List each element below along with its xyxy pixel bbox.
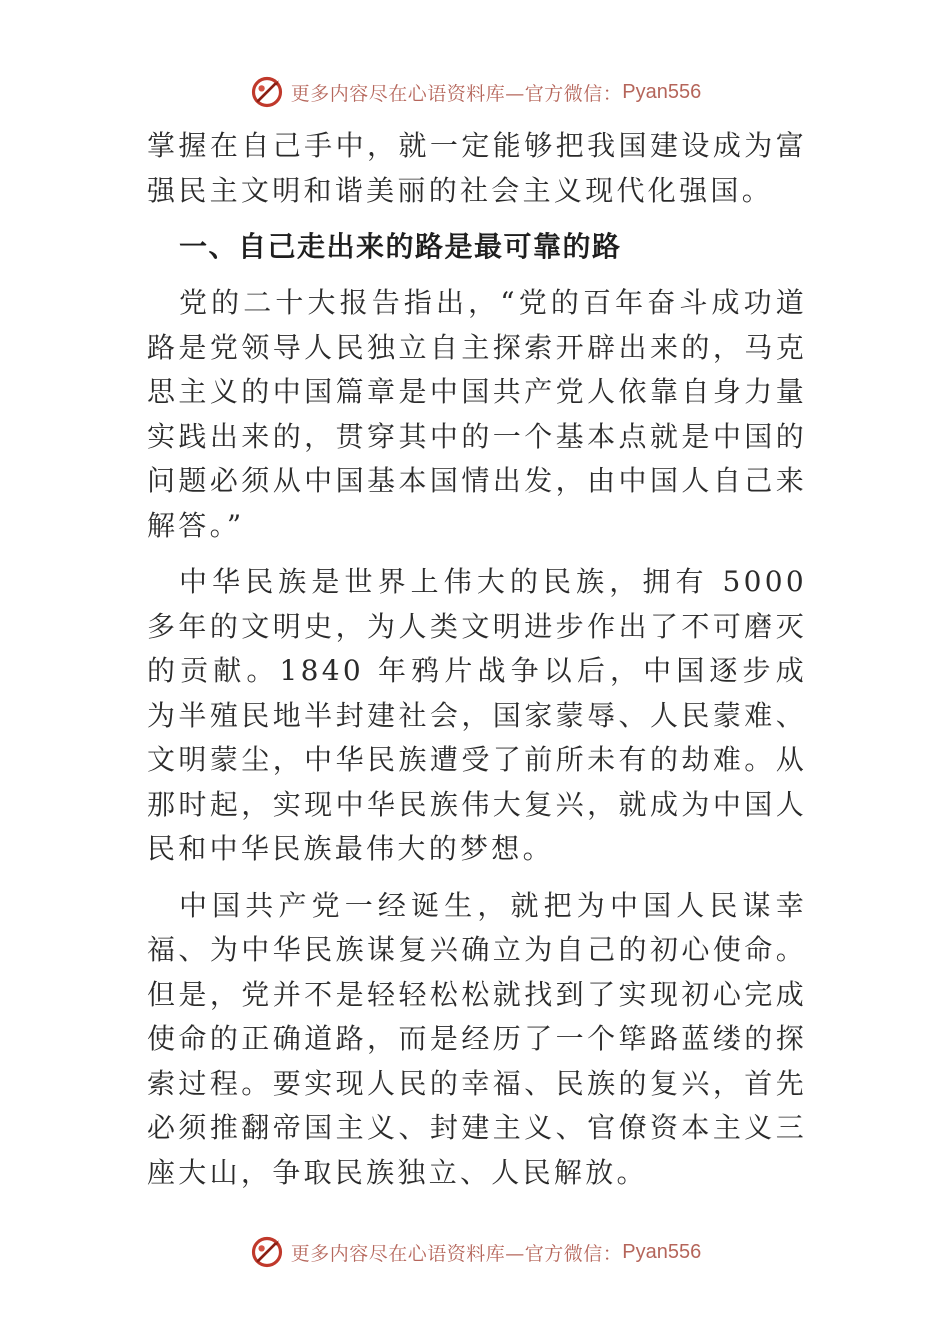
watermark-title: 更多内容尽在心语资料库—官方微信： xyxy=(290,1242,623,1265)
watermark-handle: Pyan556 xyxy=(622,80,702,103)
paragraph: 党的二十大报告指出，“党的百年奋斗成功道路是党领导人民独立自主探索开辟出来的，马克思主义的中国篇章是中国共产党人依靠自身力量实践出来的，贯穿其中的一个基本点就是中国的问题必须从中国基本国情出发，由中国人自己来解答。” xyxy=(147,286,807,542)
logo-icon xyxy=(249,74,285,110)
watermark-handle: Pyan556 xyxy=(622,1240,702,1263)
watermark-title: 更多内容尽在心语资料库—官方微信： xyxy=(290,82,623,105)
paragraph: 中国共产党一经诞生，就把为中国人民谋幸福、为中华民族谋复兴确立为自己的初心使命。但是，党并不是轻轻松松就找到了实现初心完成使命的正确道路，而是经历了一个筚路蓝缕的探索过程。要实现人民的幸福、民族的复兴，首先必须推翻帝国主义、封建主义、官僚资本主义三座大山，争取民族独立、人民解放。 xyxy=(147,888,807,1189)
section-heading: 一、自己走出来的路是最可靠的路 xyxy=(179,230,622,263)
document-body xyxy=(147,124,807,1195)
paragraph: 中华民族是世界上伟大的民族，拥有 5000 多年的文明史，为人类文明进步作出了不可磨灭的贡献。1840 年鸦片战争以后，中国逐步成为半殖民地半封建社会，国家蒙辱、人民蒙难、文明蒙尘，中华民族遭受了前所未有的劫难。从那时起，实现中华民族伟大复兴，就成为中国人民和中华民族最伟大的梦想。 xyxy=(147,565,807,865)
footer-watermark xyxy=(0,1230,950,1274)
logo-icon xyxy=(249,1234,285,1270)
header-watermark xyxy=(0,70,950,114)
lead-paragraph: 掌握在自己手中，就一定能够把我国建设成为富强民主文明和谐美丽的社会主义现代化强国。 xyxy=(147,129,807,207)
